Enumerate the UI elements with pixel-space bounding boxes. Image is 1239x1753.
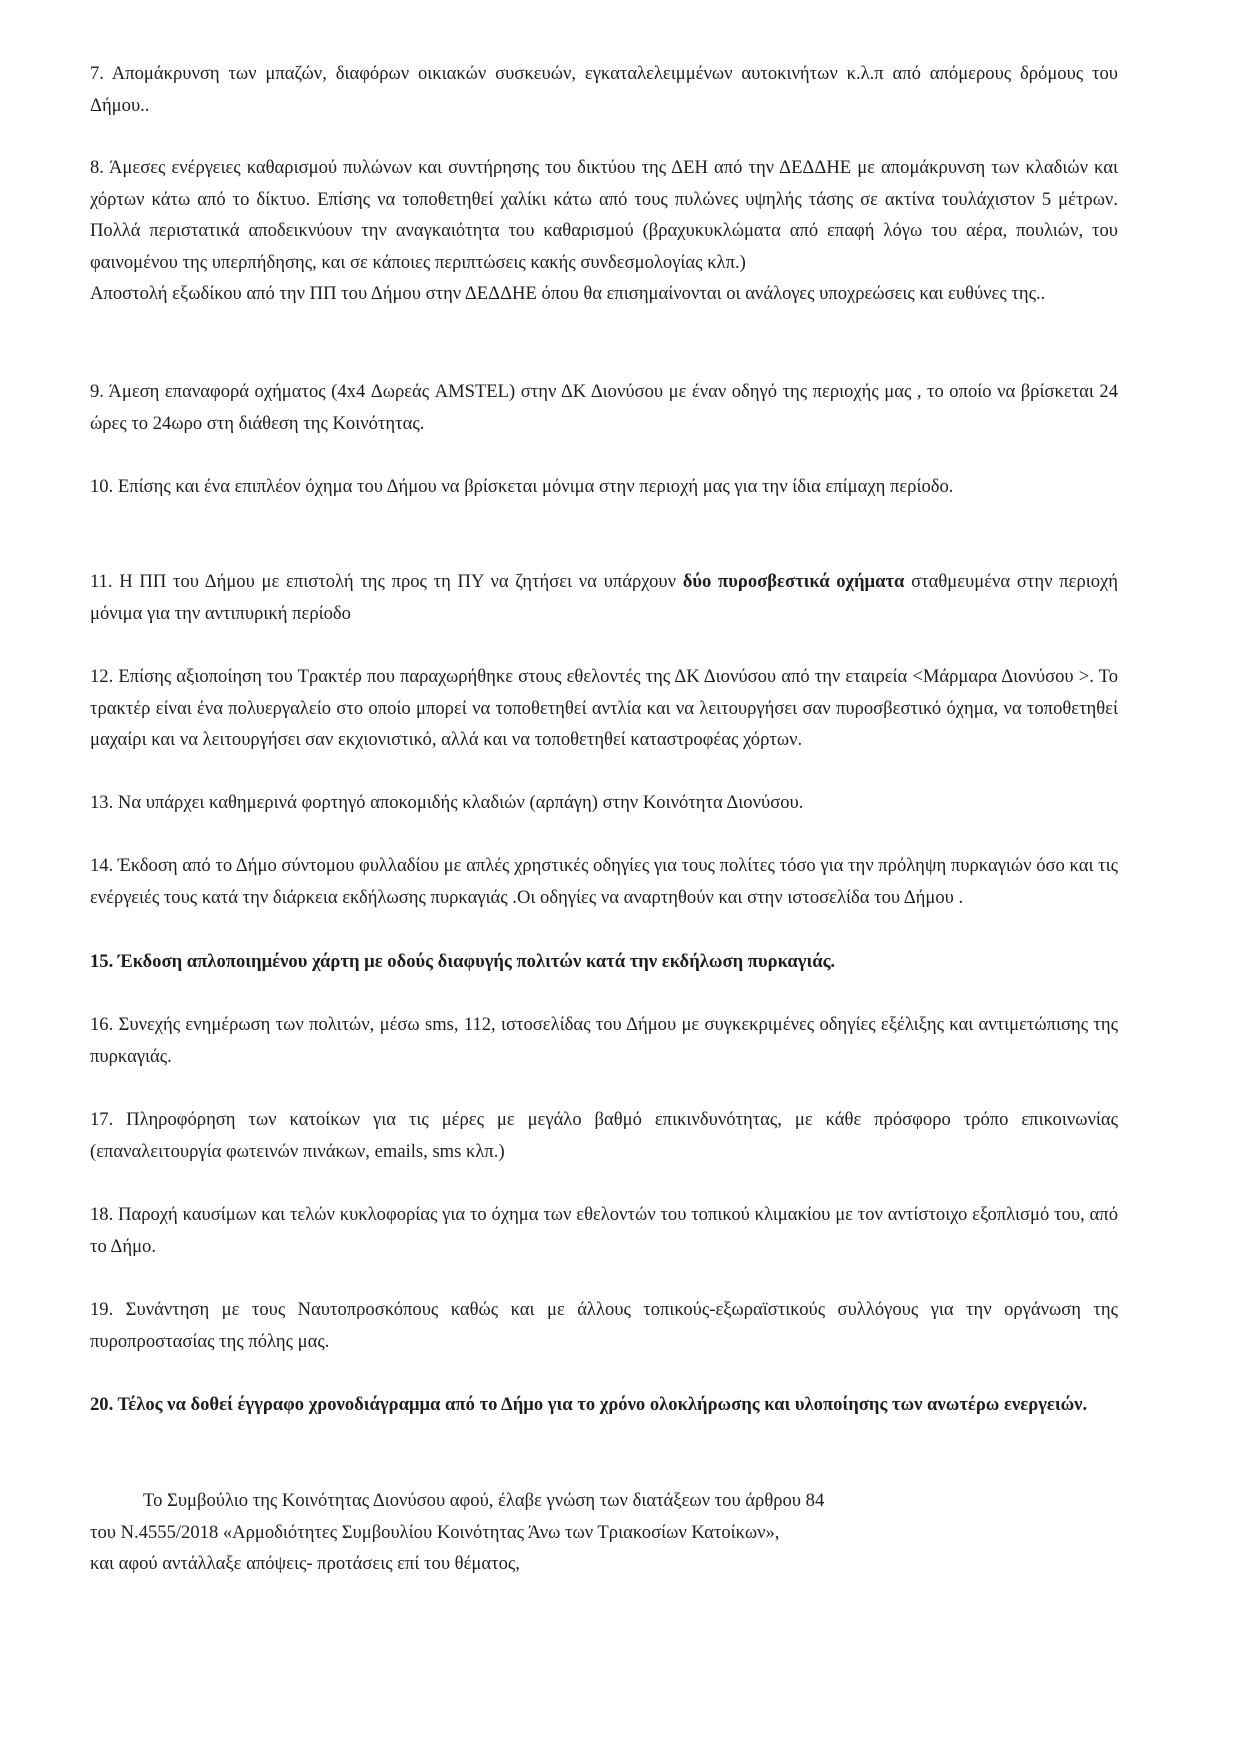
paragraph-item-9: 9. Άμεση επαναφορά οχήματος (4x4 Δωρεάς AMSTEL) στην ΔΚ Διονύσου με έναν οδηγό της περιοχής μας , το οποίο να βρίσκεται 24 ώρες το 24ωρο στη διάθεση της Κοινότητας. — [90, 381, 1118, 434]
paragraph-item-12: 12. Επίσης αξιοποίηση του Τρακτέρ που παραχωρήθηκε στους εθελοντές της ΔΚ Διονύσου από την εταιρεία <Μάρμαρα Διονύσου >. Το τρακτέρ είναι ένα πολυεργαλείο στο οποίο μπορεί να τοποθετηθεί αντλία και να λειτουργήσει σαν πυροσβεστικό όχημα, να τοποθετηθεί μαχαίρι και να λειτουργήσει σαν εκχιονιστικό, αλλά και να τοποθετηθεί καταστροφέας χόρτων. — [90, 666, 1118, 750]
closing-statement — [90, 1485, 1118, 1580]
item-11-text-before: 11. Η ΠΠ του Δήμου με επιστολή της προς τη ΠΥ να ζητήσει να υπάρχουν — [90, 571, 683, 592]
paragraph-item-10: 10. Επίσης και ένα επιπλέον όχημα του Δήμου να βρίσκεται μόνιμα στην περιοχή μας για την ίδια επίμαχη περίοδο. — [90, 476, 954, 497]
paragraph-item-7: 7. Απομάκρυνση των μπαζών, διαφόρων οικιακών συσκευών, εγκαταλελειμμένων αυτοκινήτων κ.λ.π από απόμερους δρόμους του Δήμου.. — [90, 63, 1118, 116]
paragraph-item-14: 14. Έκδοση από το Δήμο σύντομου φυλλαδίου με απλές χρηστικές οδηγίες για τους πολίτες τόσο για την πρόληψη πυρκαγιών όσο και τις ενέργειές τους κατά την διάρκεια εκδήλωσης πυρκαγιάς .Οι οδηγίες να αναρτηθούν και στην ιστοσελίδα του Δήμου . — [90, 855, 1118, 908]
item-11-text-after: σταθμευμένα στην περιοχή μόνιμα για την αντιπυρική περίοδο — [90, 571, 1118, 624]
paragraph-item-20: 20. Τέλος να δοθεί έγγραφο χρονοδιάγραμμα από το Δήμο για το χρόνο ολοκλήρωσης και υλοποίησης των ανωτέρω ενεργειών. — [90, 1394, 1088, 1415]
paragraph-item-8 — [90, 152, 1118, 310]
paragraph-item-19: 19. Συνάντηση με τους Ναυτοπροσκόπους καθώς και με άλλους τοπικούς-εξωραϊστικούς συλλόγους για την οργάνωση της πυροπροστασίας της πόλης μας. — [90, 1299, 1118, 1352]
item-11-bold-text: δύο πυροσβεστικά οχήματα — [682, 571, 905, 592]
paragraph-item-18: 18. Παροχή καυσίμων και τελών κυκλοφορίας για το όχημα των εθελοντών του τοπικού κλιμακίου με τον αντίστοιχο εξοπλισμό του, από το Δήμο. — [90, 1204, 1118, 1257]
item-8-continuation: Αποστολή εξωδίκου από την ΠΠ του Δήμου στην ΔΕΔΔΗΕ όπου θα επισημαίνονται οι ανάλογες υποχρεώσεις και ευθύνες της.. — [90, 283, 1046, 304]
item-8-text: 8. Άμεσες ενέργειες καθαρισμού πυλώνων και συντήρησης του δικτύου της ΔΕΗ από την ΔΕΔΔΗΕ με απομάκρυνση των κλαδιών και χόρτων κάτω από το δίκτυο. Επίσης να τοποθετηθεί χαλίκι κάτω από τους πυλώνες υψηλής τάσης σε ακτίνα τουλάχιστον 5 μέτρων. Πολλά περιστατικά αποδεικνύουν την αναγκαιότητα του καθαρισμού (βραχυκυκλώματα από επαφή λόγω του αέρα, πουλιών, του φαινομένου της υπερπήδησης, και σε κάποιες περιπτώσεις κακής συνδεσμολογίας κλπ.) — [90, 157, 1118, 273]
paragraph-item-17: 17. Πληροφόρηση των κατοίκων για τις μέρες με μεγάλο βαθμό επικινδυνότητας, με κάθε πρόσφορο τρόπο επικοινωνίας (επαναλειτουργία φωτεινών πινάκων, emails, sms κλπ.) — [90, 1109, 1118, 1162]
paragraph-item-16: 16. Συνεχής ενημέρωση των πολιτών, μέσω sms, 112, ιστοσελίδας του Δήμου με συγκεκριμένες οδηγίες εξέλιξης και αντιμετώπισης της πυρκαγιάς. — [90, 1014, 1118, 1067]
closing-line-3: και αφού αντάλλαξε απόψεις- προτάσεις επί του θέματος, — [90, 1553, 520, 1574]
paragraph-item-13: 13. Να υπάρχει καθημερινά φορτηγό αποκομιδής κλαδιών (αρπάγη) στην Κοινότητα Διονύσου. — [90, 792, 804, 813]
closing-line-1: Το Συμβούλιο της Κοινότητας Διονύσου αφού, έλαβε γνώση των διατάξεων του άρθρου 84 — [143, 1490, 825, 1511]
paragraph-item-11 — [90, 566, 1118, 629]
paragraph-item-15: 15. Έκδοση απλοποιημένου χάρτη με οδούς διαφυγής πολιτών κατά την εκδήλωση πυρκαγιάς. — [90, 951, 836, 972]
closing-line-2: του Ν.4555/2018 «Αρμοδιότητες Συμβουλίου Κοινότητας Άνω των Τριακοσίων Κατοίκων», — [90, 1521, 780, 1543]
